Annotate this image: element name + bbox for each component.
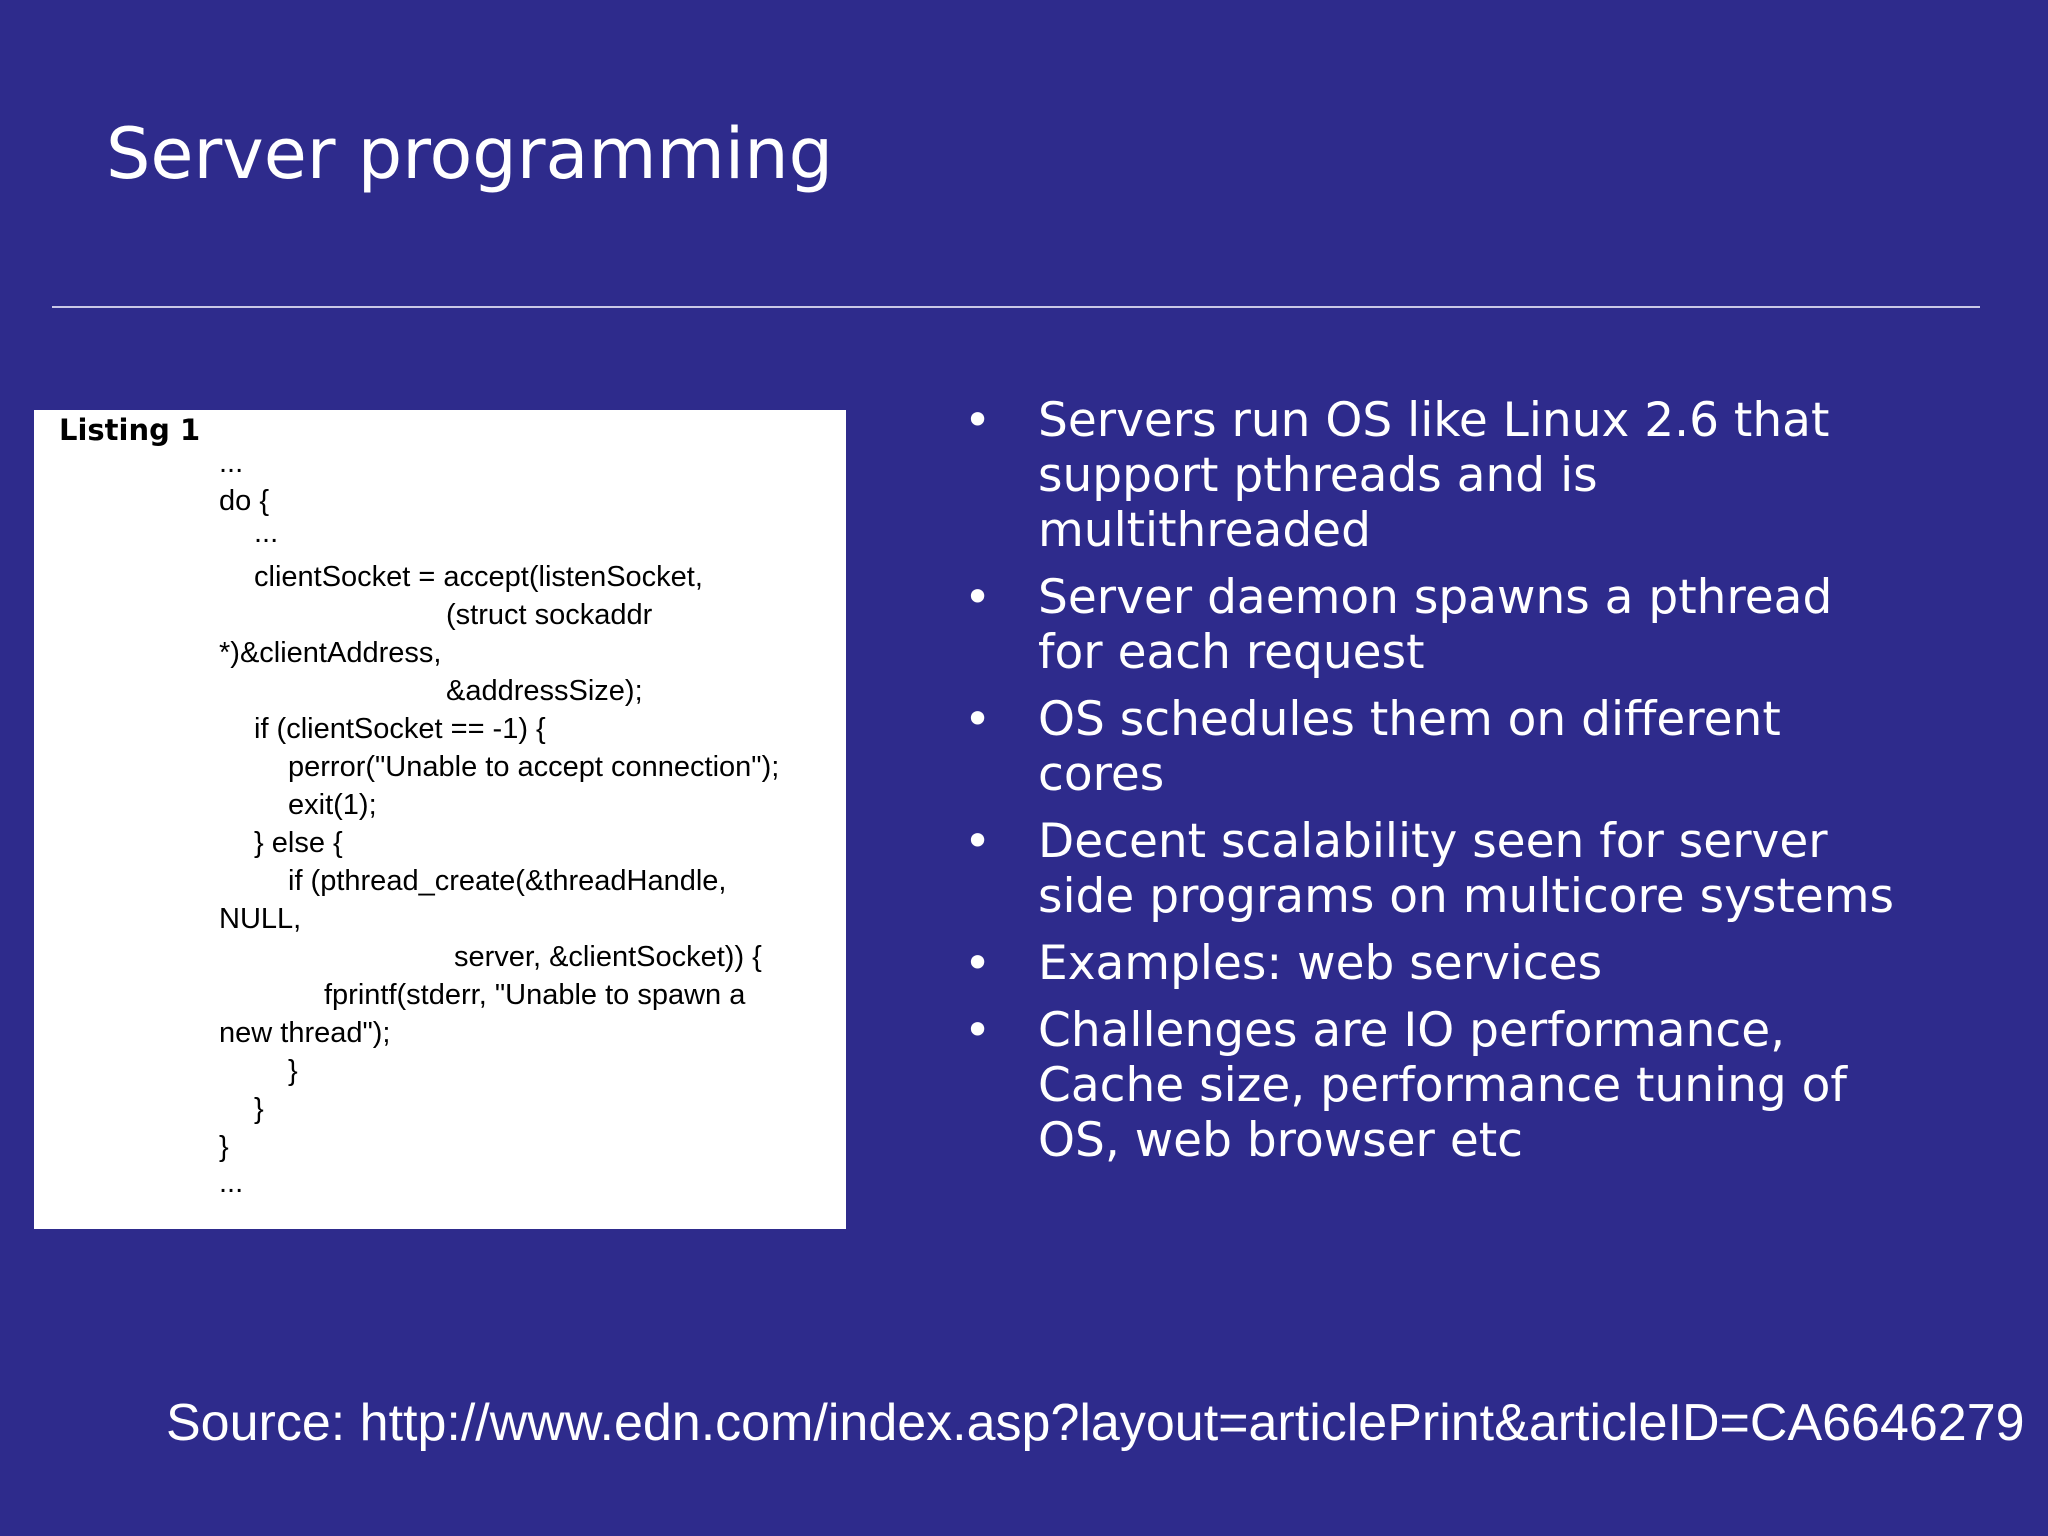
bullet-item: [958, 692, 1958, 802]
code-line: clientSocket = accept(listenSocket,: [254, 561, 703, 593]
bullet-icon: •: [964, 570, 992, 624]
bullet-item: [958, 814, 1958, 924]
code-line: }: [288, 1055, 298, 1087]
bullet-item: [958, 936, 1958, 991]
code-listing-image: [34, 410, 846, 1229]
code-line: (struct sockaddr: [446, 599, 653, 631]
code-line: fprintf(stderr, "Unable to spawn a: [324, 979, 746, 1011]
bullet-icon: •: [964, 393, 992, 447]
slide-title: Server programming: [106, 113, 834, 195]
code-line: exit(1);: [288, 789, 377, 821]
bullet-list: [958, 393, 1958, 1180]
source-citation: Source: http://www.edn.com/index.asp?layout=articlePrint&articleID=CA6646279: [166, 1394, 2025, 1452]
code-line: &addressSize);: [446, 675, 643, 707]
bullet-text: Examples: web services: [1038, 936, 1603, 991]
code-line: new thread");: [219, 1017, 391, 1049]
code-line: } else {: [254, 827, 343, 859]
code-line: server, &clientSocket)) {: [454, 941, 762, 973]
code-line: ...: [219, 447, 244, 479]
bullet-text: OS schedules them on different cores: [1038, 692, 1781, 802]
code-line: }: [219, 1131, 229, 1163]
bullet-icon: •: [964, 1003, 992, 1057]
code-line: do {: [219, 485, 269, 517]
code-line: }: [254, 1093, 264, 1125]
bullet-icon: •: [964, 814, 992, 868]
title-divider: [52, 306, 1980, 308]
bullet-text: Server daemon spawns a pthread for each request: [1038, 570, 1833, 680]
bullet-text: Decent scalability seen for server side programs on multicore systems: [1038, 814, 1895, 924]
code-line: NULL,: [219, 903, 302, 935]
bullet-item: [958, 1003, 1958, 1168]
bullet-item: [958, 570, 1958, 680]
bullet-text: Servers run OS like Linux 2.6 that support pthreads and is multithreaded: [1038, 393, 1830, 558]
listing-title: Listing 1: [59, 413, 201, 447]
bullet-item: [958, 393, 1958, 558]
code-line: ...: [219, 1167, 244, 1199]
bullet-text: Challenges are IO performance, Cache size, performance tuning of OS, web browser etc: [1038, 1003, 1847, 1168]
code-line: if (clientSocket == -1) {: [254, 713, 546, 745]
code-line: *)&clientAddress,: [219, 637, 442, 669]
bullet-icon: •: [964, 936, 992, 990]
bullet-icon: •: [964, 692, 992, 746]
code-line: ...: [254, 517, 279, 549]
code-line: if (pthread_create(&threadHandle,: [288, 865, 727, 897]
code-line: perror("Unable to accept connection");: [288, 751, 780, 783]
